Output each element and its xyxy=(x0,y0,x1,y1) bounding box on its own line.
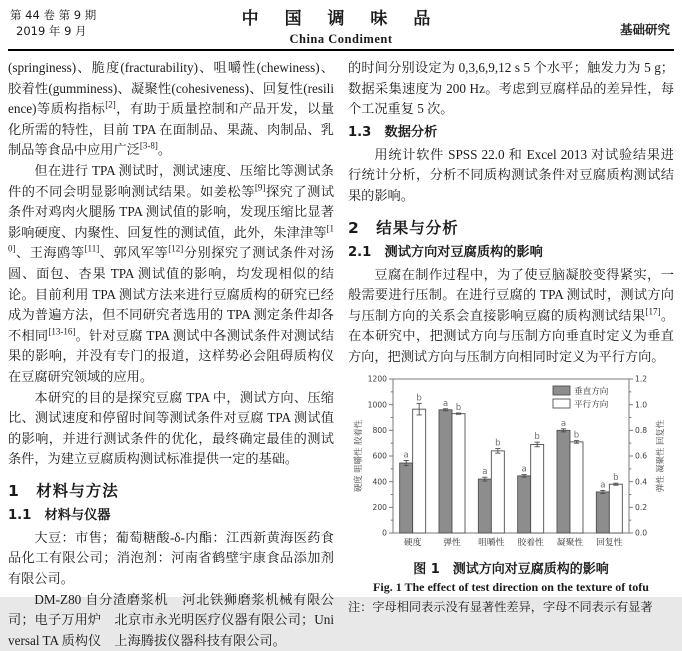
right-axis-title: 弹性 凝聚性 回复性 xyxy=(655,419,665,492)
significance-letter: b xyxy=(613,472,619,483)
article-body xyxy=(8,58,675,648)
category-label: 硬度 xyxy=(403,537,422,548)
issue-date: 2019 年 9 月 xyxy=(16,24,87,38)
reference-superscript: [3-8] xyxy=(139,140,158,151)
legend-label: 平行方向 xyxy=(574,399,609,410)
paragraph: DM-Z80 自分渣磨浆机 河北铁狮磨浆机械有限公司；电子万用炉 北京市永光明医疗仪器有限公司；Universal TA 质构仪 上海腾拔仪器科技有限公司。 xyxy=(8,591,334,648)
subsection-heading: 1.1 材料与仪器 xyxy=(8,507,111,523)
legend-label: 垂直方向 xyxy=(574,386,609,397)
section-heading: 1 材料与方法 xyxy=(8,481,119,500)
significance-letter: a xyxy=(482,466,488,477)
bar-chart xyxy=(350,372,672,556)
paragraph: 豆腐在制作过程中，为了使豆脑凝胶变得紧实，一般需要进行压制。在进行豆腐的 TPA 测试时，测试方向与压制方向的关系会直接影响豆腐的质构测试结果[17]。在本研究中，把测试方向与压制方向垂直时定义为垂直方向，把测试方向与压制方向相同时定义为平行方向。 xyxy=(348,266,675,364)
category-label: 弹性 xyxy=(443,537,461,548)
reference-superscript: [11] xyxy=(84,243,100,254)
significance-letter: b xyxy=(573,430,580,441)
left-tick-label: 800 xyxy=(372,425,387,435)
journal-title xyxy=(0,4,682,47)
bar xyxy=(518,475,531,532)
bar xyxy=(609,484,622,533)
reference-superscript: [9] xyxy=(254,182,266,193)
legend-swatch xyxy=(553,399,570,408)
left-column xyxy=(8,58,335,648)
bar xyxy=(478,479,491,533)
paragraph: 大豆：市售；葡萄糖酸-δ-内酯：江西新黄海医药食品化工有限公司；消泡剂：河南省鹤壁宇康食品添加剂有限公司。 xyxy=(8,529,334,587)
right-tick-label: 0.0 xyxy=(635,528,648,538)
left-tick-label: 200 xyxy=(372,502,387,512)
significance-letter: a xyxy=(403,450,409,461)
left-tick-label: 1000 xyxy=(367,399,387,409)
right-tick-label: 1.2 xyxy=(635,374,648,384)
page-header xyxy=(0,0,682,48)
category-label: 回复性 xyxy=(596,537,623,548)
significance-letter: a xyxy=(521,464,527,475)
reference-superscript: [17] xyxy=(645,306,661,317)
left-tick-label: 400 xyxy=(372,476,387,486)
significance-letter: b xyxy=(416,392,422,403)
issue-volume: 第 44 卷 第 9 期 xyxy=(10,8,97,22)
section-tag: 基础研究 xyxy=(619,22,670,37)
bar xyxy=(413,409,426,533)
subsection-heading: 1.3 数据分析 xyxy=(348,124,438,140)
bar xyxy=(557,430,570,533)
category-label: 胶着性 xyxy=(517,537,544,548)
subsection-heading: 2.1 测试方向对豆腐质构的影响 xyxy=(348,244,543,260)
left-axis-title: 硬度 咀嚼性 胶着性 xyxy=(353,419,363,492)
significance-letter: b xyxy=(534,431,540,442)
significance-letter: a xyxy=(560,418,567,429)
significance-letter: a xyxy=(600,479,606,490)
right-tick-label: 0.2 xyxy=(635,502,648,512)
bar xyxy=(570,441,583,532)
paragraph: 但在进行 TPA 测试时，测试速度、压缩比等测试条件的不同会明显影响测试结果。如姜松等[9]探究了测试条件对鸡肉火腿肠 TPA 测试值的影响，发现压缩比显著影响硬度、内聚性、回复性的测试值，此外，朱津津等[10]、王海鸥等[11]、郭风军等[12]分别探究了测试条件对汤圆、面包、杏果 TPA 测试值的影响，均发现相似的结论。目前利用 TPA 测试方法来进行豆腐质构的研究已经成为普遍方法，但不同研究者选用的 TPA 测定条件却各不相同[13-16]。针对豆腐 TPA 测试中各测试条件对测试结果的影响，并没有专门的报道，这样势必会阻碍质构仪在豆腐研究领域的应用。 xyxy=(8,162,335,384)
bar xyxy=(491,450,504,532)
figure-1 xyxy=(348,372,674,615)
left-tick-label: 1200 xyxy=(367,374,387,384)
significance-letter: b xyxy=(455,402,462,413)
right-column xyxy=(348,58,675,614)
right-tick-label: 0.4 xyxy=(635,476,648,486)
bar xyxy=(531,444,544,533)
bar xyxy=(452,413,465,532)
reference-superscript: [10] xyxy=(8,223,334,254)
right-tick-label: 0.8 xyxy=(635,425,648,435)
figure-note: 注：字母相同表示没有显著性差异，字母不同表示有显著 xyxy=(348,599,653,614)
journal-title-en: China Condiment xyxy=(289,32,393,46)
right-column-text xyxy=(348,58,674,368)
left-tick-label: 600 xyxy=(372,451,387,461)
journal-title-cn: 中 国 调 味 品 xyxy=(241,9,441,29)
paragraph: 用统计软件 SPSS 22.0 和 Excel 2013 对试验结果进行统计分析，分析不同质构测试条件对豆腐质构测试结果的影响。 xyxy=(348,146,674,203)
significance-letter: b xyxy=(495,438,501,449)
significance-letter: a xyxy=(442,398,449,409)
figure-caption-cn: 图 1 测试方向对豆腐质构的影响 xyxy=(413,561,609,577)
right-tick-label: 0.6 xyxy=(635,451,648,461)
bar xyxy=(439,409,452,532)
legend-swatch xyxy=(553,386,570,395)
header-rule xyxy=(8,49,674,51)
right-tick-label: 1.0 xyxy=(635,399,648,409)
bar xyxy=(596,491,609,532)
category-label: 咀嚼性 xyxy=(478,537,505,548)
reference-superscript: [2] xyxy=(105,99,116,110)
reference-superscript: [13-16] xyxy=(48,326,76,337)
left-tick-label: 0 xyxy=(382,528,387,538)
figure-caption-en: Fig. 1 The effect of test direction on the texture of tofu xyxy=(373,579,649,594)
section-heading: 2 结果与分析 xyxy=(348,218,459,237)
paragraph: 的时间分别设定为 0,3,6,9,12 s 5 个水平；触发力为 5 g；数据采集速度为 200 Hz。考虑到豆腐样品的差异性，每个工况重复 5 次。 xyxy=(348,60,674,117)
category-label: 凝聚性 xyxy=(556,537,584,548)
reference-superscript: [12] xyxy=(168,243,184,254)
paragraph: 本研究的目的是探究豆腐 TPA 中，测试方向、压缩比、测试速度和停留时间等测试条件对豆腐 TPA 测试值的影响，并进行测试条件的优化，最终确定最佳的测试条件，为建立豆腐质构测试标准提供一定的基础。 xyxy=(8,389,334,467)
paragraph: (springiness)、脆度(fracturability)、咀嚼性(chewiness)、胶着性(gumminess)、凝聚性(cohesiveness)、回复性(resilience)等质构指标[2]，有助于质量控制和产品开发，以量化所需的特性，目前 TPA 在面制品、果蔬、肉制品、乳制品等食品中应用广泛[3-8]。 xyxy=(8,60,335,158)
bar xyxy=(400,463,413,533)
